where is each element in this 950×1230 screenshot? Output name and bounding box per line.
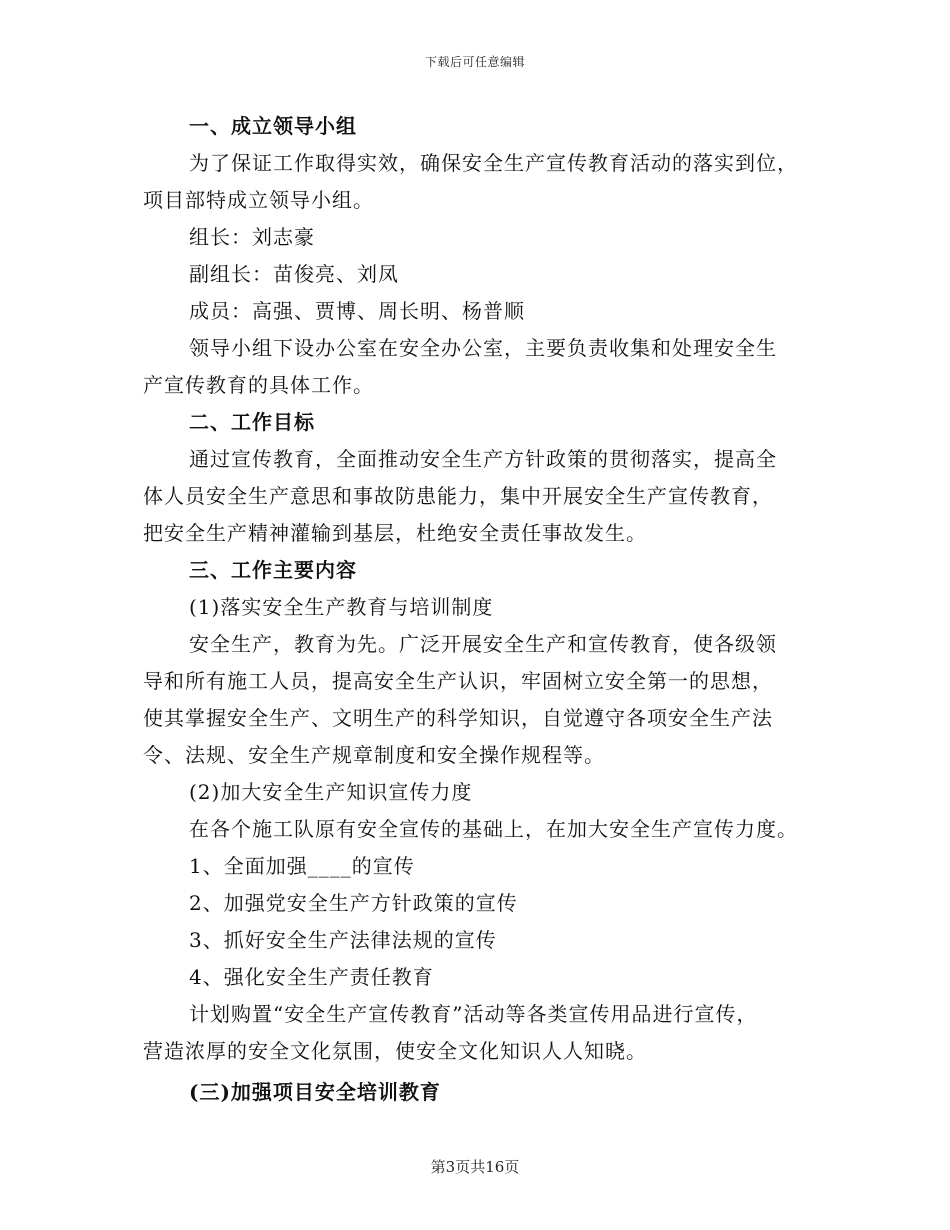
paragraph-line: 计划购置“安全生产宣传教育”活动等各类宣传用品进行宣传， [189,1002,758,1026]
list-item: 4、强化安全生产责任教育 [189,965,434,989]
page-header: 下载后可任意编辑 [424,55,525,69]
paragraph-line: 令、法规、安全生产规章制度和安全操作规程等。 [143,743,605,767]
list-item: 3、抓好安全生产法律法规的宣传 [189,928,497,952]
section-heading-2: 二、工作目标 [189,410,315,434]
subheading-1: (1)落实安全生产教育与培训制度 [189,595,494,619]
paragraph-line: 把安全生产精神灌输到基层，杜绝安全责任事故发生。 [143,521,647,545]
paragraph-line: 在各个施工队原有安全宣传的基础上，在加大安全生产宣传力度。 [189,817,798,841]
paragraph-line: 体人员安全生产意思和事故防患能力，集中开展安全生产宣传教育， [143,484,773,508]
page-footer: 第3页共16页 [430,1158,520,1176]
document-body [143,108,813,1111]
members-line: 成员：高强、贾博、周长明、杨普顺 [189,299,525,323]
section-heading-1: 一、成立领导小组 [189,114,357,138]
paragraph-line: 营造浓厚的安全文化氛围，使安全文化知识人人知晓。 [143,1039,647,1063]
paragraph-line: 产宣传教育的具体工作。 [143,373,374,397]
deputy-leader-line: 副组长：苗俊亮、刘凤 [189,262,399,286]
leader-line: 组长：刘志豪 [189,225,315,249]
list-item: 1、全面加强____的宣传 [189,854,415,878]
paragraph-line: 为了保证工作取得实效，确保安全生产宣传教育活动的落实到位， [189,151,798,175]
paragraph-line: 通过宣传教育，全面推动安全生产方针政策的贯彻落实，提高全 [189,447,777,471]
section-heading-3: 三、工作主要内容 [189,558,357,582]
paragraph-line: 安全生产，教育为先。广泛开展安全生产和宣传教育，使各级领 [189,632,777,656]
list-item: 2、加强党安全生产方针政策的宣传 [189,891,518,915]
subheading-3: (三)加强项目安全培训教育 [189,1080,441,1104]
paragraph-line: 导和所有施工人员，提高安全生产认识，牢固树立安全第一的思想， [143,669,773,693]
subheading-2: (2)加大安全生产知识宣传力度 [189,780,473,804]
paragraph-line: 使其掌握安全生产、文明生产的科学知识，自觉遵守各项安全生产法 [143,706,773,730]
paragraph-line: 领导小组下设办公室在安全办公室，主要负责收集和处理安全生 [189,336,777,360]
paragraph-line: 项目部特成立领导小组。 [143,188,374,212]
